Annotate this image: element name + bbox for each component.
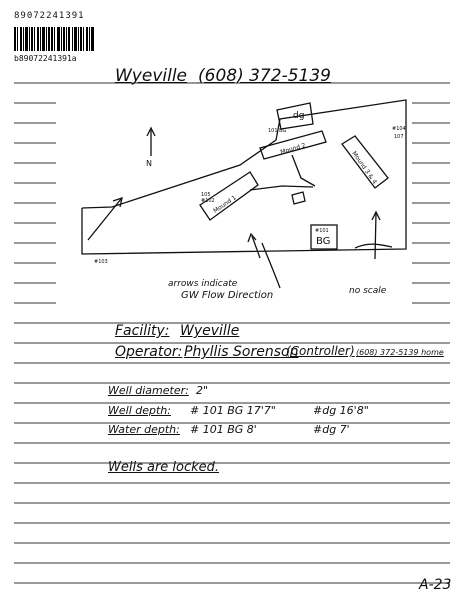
mound-1-label: Mound 1: [212, 194, 238, 215]
water-depth-label: Water depth:: [108, 423, 180, 436]
well-107-label: 107: [394, 134, 404, 140]
document-number: 89072241391: [14, 11, 85, 21]
site-name-heading: Wyeville: [115, 66, 188, 86]
well-diameter-value: 2": [196, 384, 209, 397]
well-depth-label: Well depth:: [108, 404, 171, 417]
mound-3-4-label: Mound 3 & 4: [350, 150, 379, 186]
barcode-label: b89072241391a: [14, 54, 77, 63]
site-phone: (608) 372-5139: [198, 66, 331, 86]
well-depth-bg: # 101 BG 17'7": [190, 404, 276, 417]
operator-role: (Controller): [286, 344, 355, 358]
site-boundary: [82, 100, 406, 254]
well-102-label: #102: [201, 198, 215, 204]
well-103-label: #103: [94, 259, 108, 265]
bg-box-label: BG: [316, 236, 331, 247]
water-depth-bg: # 101 BG 8': [190, 423, 257, 436]
facility-label: Facility:: [115, 323, 170, 339]
well-101-bg-label: 101 BG: [268, 128, 287, 134]
well-101-label: #101: [315, 228, 329, 234]
page-label: A-23: [419, 577, 452, 593]
well-diameter-label: Well diameter:: [108, 384, 189, 397]
flow-arrow-west: [88, 199, 121, 240]
operator-phone: (608) 372-5139 home: [356, 348, 444, 357]
wells-locked-note: Wells are locked.: [108, 460, 220, 475]
well-105-label: 105: [201, 192, 211, 198]
facility-value: Wyeville: [180, 323, 240, 339]
scale-note: no scale: [349, 286, 387, 296]
operator-label: Operator:: [115, 344, 183, 360]
well-depth-dg: #dg 16'8": [313, 404, 369, 417]
well-104-label: #104: [392, 126, 406, 132]
operator-value: Phyllis Sorenson: [184, 344, 299, 360]
legend-line-1: arrows indicate: [168, 279, 238, 289]
legend-line-2: GW Flow Direction: [181, 290, 274, 301]
flow-arrow-east: [375, 213, 376, 259]
mound-2-label: Mound 2: [279, 142, 307, 156]
dg-label: dg: [293, 111, 305, 121]
water-depth-dg: #dg 7': [313, 423, 350, 436]
north-label: N: [146, 159, 152, 168]
